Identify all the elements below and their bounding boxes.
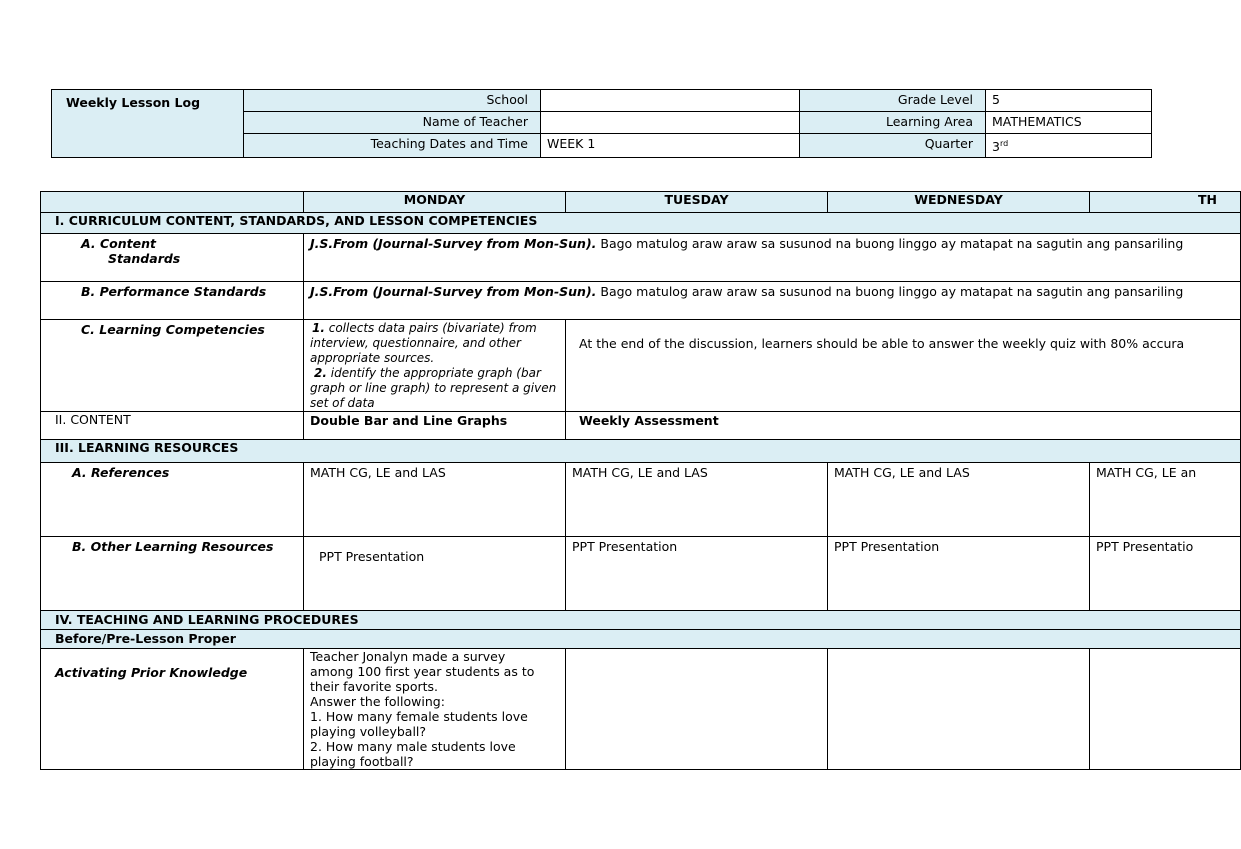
content-monday: Double Bar and Line Graphs <box>304 412 566 440</box>
activating-thursday <box>1090 649 1241 770</box>
log-title: Weekly Lesson Log <box>52 90 244 158</box>
teaching-dates-label: Teaching Dates and Time <box>244 134 541 158</box>
lesson-table <box>40 191 1241 770</box>
other-resources-label: B. Other Learning Resources <box>41 537 304 611</box>
header-table <box>51 89 1152 158</box>
school-value[interactable] <box>541 90 800 112</box>
competencies-rest: At the end of the discussion, learners should be able to answer the weekly quiz with 80% accura <box>566 320 1241 412</box>
activating-line: among 100 first year students as to <box>310 664 535 679</box>
references-label: A. References <box>41 463 304 537</box>
grade-level-label: Grade Level <box>800 90 986 112</box>
section-content: II. CONTENT <box>41 412 304 440</box>
activating-line: Teacher Jonalyn made a survey <box>310 649 506 664</box>
activating-line: playing football? <box>310 754 414 769</box>
quarter-value[interactable] <box>986 134 1152 158</box>
content-standards-label: A. Content Standards <box>41 234 304 282</box>
activating-tuesday <box>566 649 828 770</box>
quarter-number: 3 <box>992 139 1000 155</box>
school-label: School <box>244 90 541 112</box>
activating-line: 1. How many female students love <box>310 709 528 724</box>
section-curriculum: I. CURRICULUM CONTENT, STANDARDS, AND LESSON COMPETENCIES <box>41 213 1241 234</box>
references-tuesday: MATH CG, LE and LAS <box>566 463 828 537</box>
corner-cell <box>41 192 304 213</box>
other-resources-monday: PPT Presentation <box>304 537 566 611</box>
quarter-label: Quarter <box>800 134 986 158</box>
grade-level-value[interactable]: 5 <box>986 90 1152 112</box>
content-standards-text: J.S.From (Journal-Survey from Mon-Sun). Bago matulog araw araw sa susunod na buong linggo ay matapat na sagutin ang pansariling <box>304 234 1241 282</box>
other-resources-tuesday: PPT Presentation <box>566 537 828 611</box>
other-resources-wednesday: PPT Presentation <box>828 537 1090 611</box>
performance-standards-text: J.S.From (Journal-Survey from Mon-Sun). Bago matulog araw araw sa susunod na buong linggo ay matapat na sagutin ang pansariling <box>304 282 1241 320</box>
activating-monday <box>304 649 566 770</box>
activating-line: 2. How many male students love <box>310 739 516 754</box>
performance-standards-label: B. Performance Standards <box>41 282 304 320</box>
activating-line: Answer the following: <box>310 694 445 709</box>
activating-line: playing volleyball? <box>310 724 427 739</box>
teaching-dates-value[interactable]: WEEK 1 <box>541 134 800 158</box>
day-monday: MONDAY <box>304 192 566 213</box>
learning-area-value[interactable]: MATHEMATICS <box>986 112 1152 134</box>
teacher-label: Name of Teacher <box>244 112 541 134</box>
references-monday: MATH CG, LE and LAS <box>304 463 566 537</box>
lesson-table-viewport <box>40 191 1217 791</box>
day-header-row <box>41 192 1241 213</box>
activating-line: their favorite sports. <box>310 679 439 694</box>
other-resources-thursday: PPT Presentatio <box>1090 537 1241 611</box>
content-rest: Weekly Assessment <box>566 412 1241 440</box>
section-before-lesson: Before/Pre-Lesson Proper <box>41 630 1241 649</box>
quarter-suffix: rd <box>999 139 1009 148</box>
monday-competencies: 1. collects data pairs (bivariate) from interview, questionnaire, and other appropriate sources. 2. identify the appropriate graph (bar graph or line graph) to represent a given set of data <box>304 320 566 412</box>
teacher-value[interactable] <box>541 112 800 134</box>
activating-wednesday <box>828 649 1090 770</box>
activating-prior-knowledge-label: Activating Prior Knowledge <box>41 649 304 770</box>
learning-competencies-label: C. Learning Competencies <box>41 320 304 412</box>
section-procedures: IV. TEACHING AND LEARNING PROCEDURES <box>41 611 1241 630</box>
section-learning-resources: III. LEARNING RESOURCES <box>41 440 1241 463</box>
day-thursday: TH <box>1090 192 1241 213</box>
day-wednesday: WEDNESDAY <box>828 192 1090 213</box>
references-wednesday: MATH CG, LE and LAS <box>828 463 1090 537</box>
references-thursday: MATH CG, LE an <box>1090 463 1241 537</box>
learning-area-label: Learning Area <box>800 112 986 134</box>
day-tuesday: TUESDAY <box>566 192 828 213</box>
